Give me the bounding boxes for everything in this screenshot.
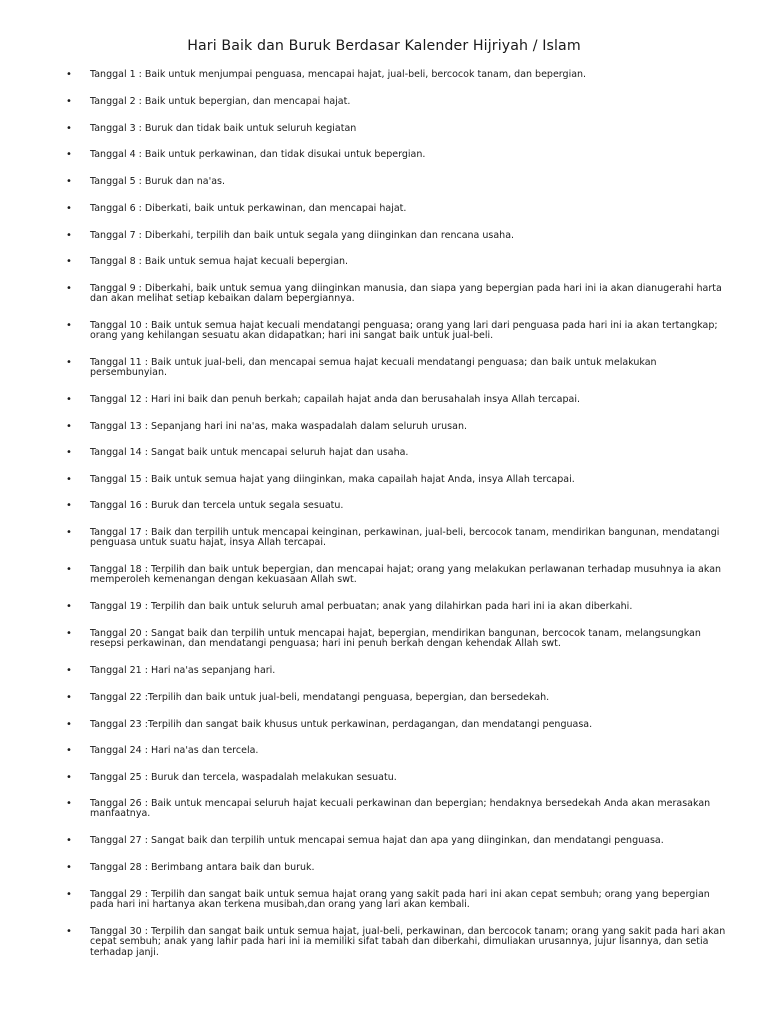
list-item-text: Tanggal 15 : Baik untuk semua hajat yang diinginkan, maka capailah hajat Anda, insya Allah tercapai.: [90, 474, 575, 485]
list-item-text: Tanggal 20 : Sangat baik dan terpilih untuk mencapai hajat, bepergian, mendirikan bangunan, bercocok tanam, melangsungkan resepsi perkawinan, dan mendatangi penguasa; hari ini penuh berkah dengan kehendak Allah swt.: [90, 628, 701, 650]
list-item-text: Tanggal 11 : Baik untuk jual-beli, dan mencapai semua hajat kecuali mendatangi penguasa; dan baik untuk melakukan persembunyian.: [90, 357, 657, 379]
list-item-text: Tanggal 26 : Baik untuk mencapai seluruh hajat kecuali perkawinan dan bepergian; hendaknya bersedekah Anda akan merasakan manfaatnya.: [90, 798, 711, 820]
list-item: [66, 256, 730, 267]
list-item-text: Tanggal 6 : Diberkati, baik untuk perkawinan, dan mencapai hajat.: [90, 203, 407, 214]
bullet-icon: •: [66, 474, 72, 485]
list-item: [66, 745, 730, 756]
list-item-text: Tanggal 1 : Baik untuk menjumpai penguasa, mencapai hajat, jual-beli, bercocok tanam, dan bepergian.: [90, 69, 587, 80]
list-item-text: Tanggal 27 : Sangat baik dan terpilih untuk mencapai semua hajat dan apa yang diinginkan, dan mendatangi penguasa.: [90, 835, 664, 846]
list-item-text: Tanggal 3 : Buruk dan tidak baik untuk seluruh kegiatan: [90, 123, 357, 134]
list-item: [66, 835, 730, 846]
list-item-text: Tanggal 5 : Buruk dan na'as.: [90, 176, 226, 187]
list-item: [66, 176, 730, 187]
bullet-icon: •: [66, 601, 72, 612]
bullet-icon: •: [66, 745, 72, 756]
bullet-icon: •: [66, 357, 72, 368]
bullet-icon: •: [66, 421, 72, 432]
bullet-icon: •: [66, 447, 72, 458]
list-item-text: Tanggal 23 :Terpilih dan sangat baik khusus untuk perkawinan, perdagangan, dan mendatangi penguasa.: [90, 719, 593, 730]
list-item-text: Tanggal 17 : Baik dan terpilih untuk mencapai keinginan, perkawinan, jual-beli, bercocok tanam, mendirikan bangunan, mendatangi penguasa untuk suatu hajat, insya Allah tercapai.: [90, 527, 720, 549]
list-item-text: Tanggal 19 : Terpilih dan baik untuk seluruh amal perbuatan; anak yang dilahirkan pada hari ini ia akan diberkahi.: [90, 601, 633, 612]
list-item-text: Tanggal 4 : Baik untuk perkawinan, dan tidak disukai untuk bepergian.: [90, 149, 426, 160]
bullet-icon: •: [66, 564, 72, 575]
list-item: [66, 203, 730, 214]
list-item: [66, 357, 730, 379]
bullet-icon: •: [66, 96, 72, 107]
list-item: [66, 628, 730, 650]
list-item: [66, 527, 730, 549]
list-item-text: Tanggal 24 : Hari na'as dan tercela.: [90, 745, 259, 756]
list-item-text: Tanggal 12 : Hari ini baik dan penuh berkah; capailah hajat anda dan berusahalah insya Allah tercapai.: [90, 394, 580, 405]
list-item: [66, 394, 730, 405]
bullet-icon: •: [66, 149, 72, 160]
bullet-icon: •: [66, 256, 72, 267]
bullet-icon: •: [66, 772, 72, 783]
list-item: [66, 447, 730, 458]
list-item: [66, 69, 730, 80]
page-title: Hari Baik dan Buruk Berdasar Kalender Hijriyah / Islam: [187, 38, 581, 54]
list-item-text: Tanggal 18 : Terpilih dan baik untuk bepergian, dan mencapai hajat; orang yang melakukan perlawanan terhadap musuhnya ia akan memperoleh kemenangan dengan kekuasaan Allah swt.: [90, 564, 722, 586]
list-item: [66, 500, 730, 511]
bullet-icon: •: [66, 320, 72, 331]
bullet-icon: •: [66, 283, 72, 294]
list-item: [66, 772, 730, 783]
bullet-icon: •: [66, 798, 72, 809]
list-item: [66, 230, 730, 241]
list-item: [66, 564, 730, 586]
list-item-text: Tanggal 16 : Buruk dan tercela untuk segala sesuatu.: [90, 500, 344, 511]
bullet-icon: •: [66, 500, 72, 511]
list-item: [66, 149, 730, 160]
list-item: [66, 798, 730, 820]
list-item-text: Tanggal 28 : Berimbang antara baik dan buruk.: [90, 862, 315, 873]
list-item: [66, 283, 730, 305]
list-item-text: Tanggal 14 : Sangat baik untuk mencapai seluruh hajat dan usaha.: [90, 447, 409, 458]
list-item-text: Tanggal 8 : Baik untuk semua hajat kecuali bepergian.: [90, 256, 349, 267]
list-item: [66, 474, 730, 485]
list-item: [66, 421, 730, 432]
list-item-text: Tanggal 30 : Terpilih dan sangat baik untuk semua hajat, jual-beli, perkawinan, dan bercocok tanam; orang yang sakit pada hari akan cepat sembuh; anak yang lahir pada hari ini ia memiliki sifat tabah dan diberkahi, dimuliakan urusannya, jujur lisannya, dan setia terhadap janji.: [90, 926, 726, 958]
bullet-icon: •: [66, 69, 72, 80]
list-item: [66, 601, 730, 612]
list-item: [66, 926, 730, 958]
list-item-text: Tanggal 21 : Hari na'as sepanjang hari.: [90, 665, 276, 676]
list-item-text: Tanggal 10 : Baik untuk semua hajat kecuali mendatangi penguasa; orang yang lari dari penguasa pada hari ini ia akan tertangkap; orang yang kehilangan sesuatu akan didapatkan; hari ini sangat baik untuk jual-beli.: [90, 320, 718, 342]
list-item-text: Tanggal 2 : Baik untuk bepergian, dan mencapai hajat.: [90, 96, 351, 107]
bullet-icon: •: [66, 203, 72, 214]
list-item: [66, 719, 730, 730]
list-item: [66, 320, 730, 342]
list-item-text: Tanggal 9 : Diberkahi, baik untuk semua yang diinginkan manusia, dan siapa yang bepergian pada hari ini ia akan dianugerahi harta dan akan melihat setiap kebaikan dalam bepergiannya.: [90, 283, 722, 305]
bullet-icon: •: [66, 394, 72, 405]
bullet-icon: •: [66, 665, 72, 676]
bullet-icon: •: [66, 230, 72, 241]
bullet-icon: •: [66, 123, 72, 134]
list-item: [66, 123, 730, 134]
bullet-icon: •: [66, 889, 72, 900]
list-item: [66, 862, 730, 873]
list-item-text: Tanggal 22 :Terpilih dan baik untuk jual-beli, mendatangi penguasa, bepergian, dan bersedekah.: [90, 692, 550, 703]
bullet-icon: •: [66, 862, 72, 873]
bullet-icon: •: [66, 835, 72, 846]
bullet-icon: •: [66, 692, 72, 703]
bullet-icon: •: [66, 176, 72, 187]
bullet-icon: •: [66, 628, 72, 639]
bullet-icon: •: [66, 926, 72, 937]
list-item: [66, 889, 730, 911]
list-item-text: Tanggal 29 : Terpilih dan sangat baik untuk semua hajat orang yang sakit pada hari ini akan cepat sembuh; orang yang bepergian pada hari ini hartanya akan terkena musibah,dan orang yang lari akan kembali.: [90, 889, 710, 911]
bullet-icon: •: [66, 527, 72, 538]
list-item: [66, 665, 730, 676]
list-item-text: Tanggal 25 : Buruk dan tercela, waspadalah melakukan sesuatu.: [90, 772, 397, 783]
list-item-text: Tanggal 13 : Sepanjang hari ini na'as, maka waspadalah dalam seluruh urusan.: [90, 421, 467, 432]
bullet-icon: •: [66, 719, 72, 730]
list-item-text: Tanggal 7 : Diberkahi, terpilih dan baik untuk segala yang diinginkan dan rencana usaha.: [90, 230, 515, 241]
list-item: [66, 692, 730, 703]
list-item: [66, 96, 730, 107]
